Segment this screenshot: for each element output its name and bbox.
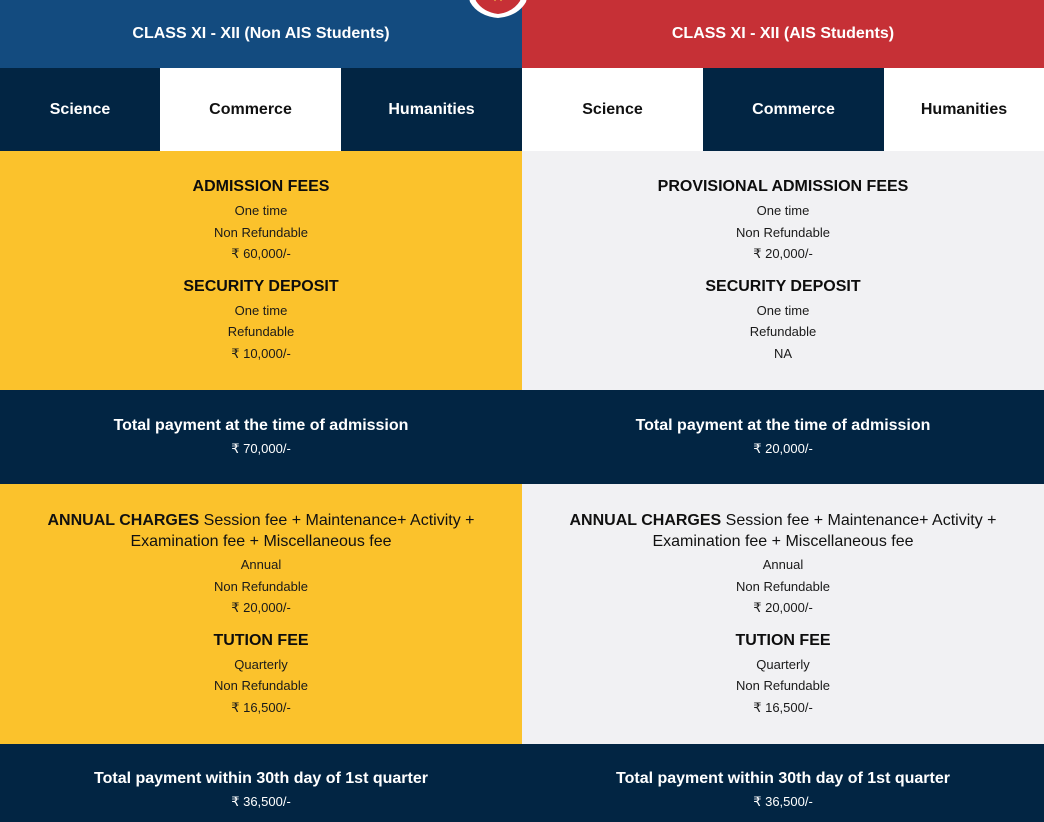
annual-charges-refund: Non Refundable xyxy=(214,578,308,594)
total-admission-label: Total payment at the time of admission xyxy=(635,416,931,434)
security-deposit-amount: NA xyxy=(773,345,793,361)
provisional-admission-frequency: One time xyxy=(756,203,810,218)
admission-fees-title: ADMISSION FEES xyxy=(192,178,330,195)
tab-humanities-non-ais[interactable]: Humanities xyxy=(341,68,522,151)
total-quarter-amount: ₹ 36,500/- xyxy=(231,794,291,809)
non-ais-total-admission xyxy=(0,390,522,484)
tuition-fee-refund: Non Refundable xyxy=(736,678,830,693)
annual-charges-amount: ₹ 20,000/- xyxy=(231,600,291,615)
total-admission-amount: ₹ 70,000/- xyxy=(231,440,291,456)
ais-total-admission xyxy=(522,390,1044,484)
annual-charges-refund: Non Refundable xyxy=(736,578,830,594)
annual-charges-title: ANNUAL CHARGES xyxy=(569,512,722,529)
non-ais-stream-tabs xyxy=(0,68,522,151)
annual-charges-heading xyxy=(548,510,1018,552)
tuition-fee-amount: ₹ 16,500/- xyxy=(753,699,813,715)
annual-charges-heading xyxy=(26,510,496,552)
provisional-admission-fees-title: PROVISIONAL ADMISSION FEES xyxy=(657,178,909,195)
non-ais-header: CLASS XI - XII (Non AIS Students) xyxy=(0,0,522,68)
total-quarter-label: Total payment within 30th day of 1st quarter xyxy=(616,770,950,787)
annual-charges-title: ANNUAL CHARGES xyxy=(47,512,200,529)
provisional-admission-amount: ₹ 20,000/- xyxy=(753,246,813,261)
non-ais-annual-panel xyxy=(0,484,522,744)
annual-charges-description: Session fee + Maintenance+ Activity + Examination fee + Miscellaneous fee xyxy=(130,512,475,550)
ais-header: CLASS XI - XII (AIS Students) xyxy=(522,0,1044,68)
non-ais-admission-panel xyxy=(0,151,522,390)
security-deposit-frequency: One time xyxy=(234,302,288,318)
tuition-fee-frequency: Quarterly xyxy=(756,656,810,672)
annual-charges-frequency: Annual xyxy=(762,557,804,572)
security-deposit-refund: Refundable xyxy=(749,324,817,339)
tab-humanities-ais[interactable]: Humanities xyxy=(884,68,1044,151)
tab-science-non-ais[interactable]: Science xyxy=(0,68,160,151)
annual-charges-frequency: Annual xyxy=(240,557,282,572)
total-admission-amount: ₹ 20,000/- xyxy=(753,440,813,456)
admission-fees-refund: Non Refundable xyxy=(214,224,308,240)
tuition-fee-refund: Non Refundable xyxy=(214,678,308,693)
ais-admission-panel xyxy=(522,151,1044,390)
admission-fees-frequency: One time xyxy=(234,203,288,218)
provisional-admission-refund: Non Refundable xyxy=(736,224,830,240)
tab-science-ais[interactable]: Science xyxy=(522,68,703,151)
ais-stream-tabs xyxy=(522,68,1044,151)
tuition-fee-amount: ₹ 16,500/- xyxy=(231,699,291,715)
annual-charges-description: Session fee + Maintenance+ Activity + Examination fee + Miscellaneous fee xyxy=(652,512,997,550)
ais-annual-panel xyxy=(522,484,1044,744)
tuition-fee-frequency: Quarterly xyxy=(234,656,288,672)
security-deposit-refund: Refundable xyxy=(227,324,295,339)
tuition-fee-title: TUTION FEE xyxy=(735,631,831,649)
non-ais-total-quarter xyxy=(0,744,522,822)
security-deposit-amount: ₹ 10,000/- xyxy=(231,345,291,361)
school-crest-icon xyxy=(466,0,530,18)
security-deposit-frequency: One time xyxy=(756,302,810,318)
tab-commerce-non-ais[interactable]: Commerce xyxy=(160,68,341,151)
admission-fees-amount: ₹ 60,000/- xyxy=(231,246,291,261)
tab-commerce-ais[interactable]: Commerce xyxy=(703,68,884,151)
total-quarter-amount: ₹ 36,500/- xyxy=(753,794,813,809)
security-deposit-title: SECURITY DEPOSIT xyxy=(705,277,861,295)
total-quarter-label: Total payment within 30th day of 1st quarter xyxy=(94,770,428,787)
tuition-fee-title: TUTION FEE xyxy=(213,631,309,649)
total-admission-label: Total payment at the time of admission xyxy=(113,416,409,434)
annual-charges-amount: ₹ 20,000/- xyxy=(753,600,813,615)
security-deposit-title: SECURITY DEPOSIT xyxy=(183,277,339,295)
ais-column xyxy=(522,0,1044,822)
ais-total-quarter xyxy=(522,744,1044,822)
